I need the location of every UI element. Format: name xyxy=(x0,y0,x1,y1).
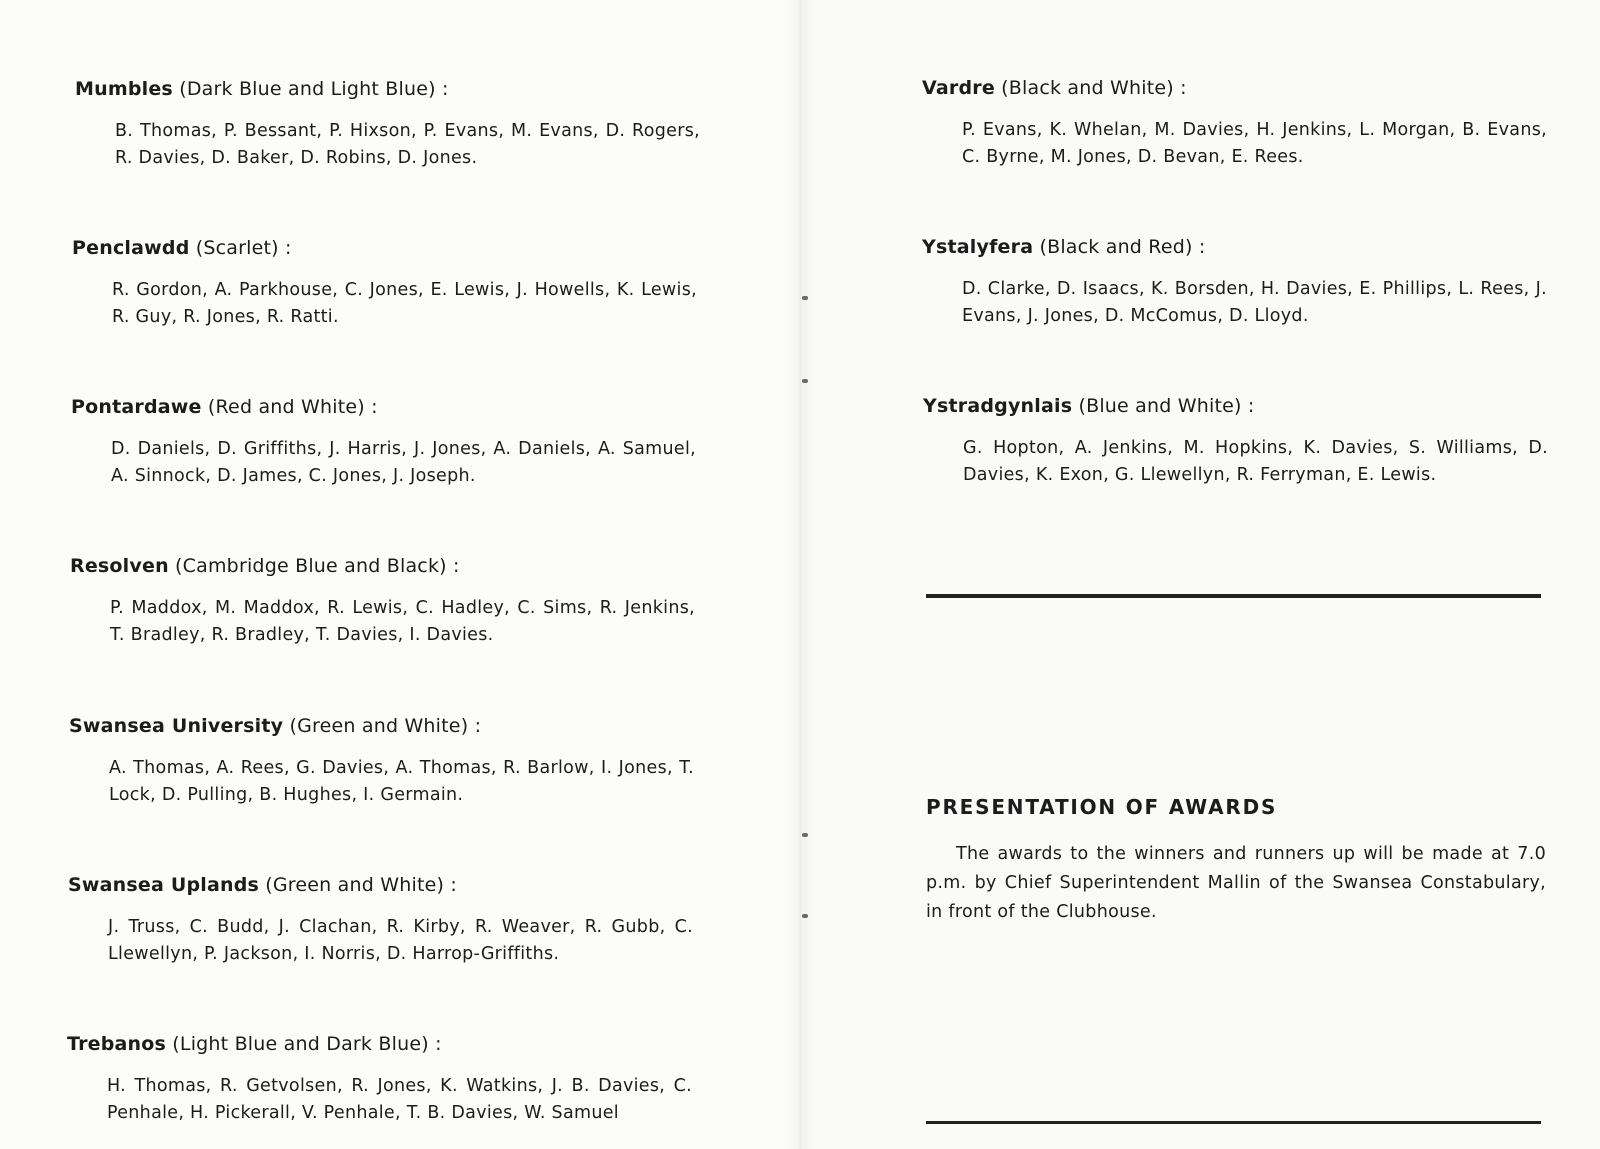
team-heading xyxy=(71,394,696,420)
team-colours: (Light Blue and Dark Blue) xyxy=(172,1033,429,1055)
right-page xyxy=(800,0,1600,1149)
page-fold xyxy=(786,0,814,1149)
team-entry-ystradgynlais xyxy=(923,393,1548,489)
team-heading xyxy=(69,713,694,739)
team-colours: (Cambridge Blue and Black) xyxy=(175,555,447,577)
team-colours: (Blue and White) xyxy=(1078,395,1242,417)
team-entry-swansea-university xyxy=(69,713,694,809)
team-heading xyxy=(72,235,697,261)
staple-hole xyxy=(802,914,808,918)
team-heading xyxy=(67,1031,692,1057)
team-separator: : xyxy=(435,1033,442,1055)
team-heading xyxy=(922,234,1547,260)
team-name: Trebanos xyxy=(67,1033,167,1055)
team-players: B. Thomas, P. Bessant, P. Hixson, P. Evans, M. Evans, D. Rogers, R. Davies, D. Baker, D. Robins, D. Jones. xyxy=(115,121,700,168)
team-heading xyxy=(923,393,1548,419)
team-separator: : xyxy=(1180,77,1187,99)
team-separator: : xyxy=(1247,395,1255,417)
team-players: D. Clarke, D. Isaacs, K. Borsden, H. Davies, E. Phillips, L. Rees, J. Evans, J. Jones, D. McComus, D. Lloyd. xyxy=(962,279,1547,326)
team-entry-mumbles xyxy=(75,76,700,172)
team-separator: : xyxy=(474,715,482,737)
team-players: D. Daniels, D. Griffiths, J. Harris, J. Jones, A. Daniels, A. Samuel, A. Sinnock, D. James, C. Jones, J. Joseph. xyxy=(111,439,696,486)
team-separator: : xyxy=(371,396,378,418)
team-colours: (Green and White) xyxy=(265,874,445,896)
section-divider xyxy=(926,594,1541,598)
team-separator: : xyxy=(285,237,292,259)
team-separator: : xyxy=(1198,236,1206,258)
team-name: Swansea Uplands xyxy=(68,874,260,896)
team-heading xyxy=(922,75,1547,101)
team-name: Pontardawe xyxy=(71,396,202,418)
staple-hole xyxy=(802,296,808,300)
team-heading xyxy=(70,553,695,579)
team-players: R. Gordon, A. Parkhouse, C. Jones, E. Lewis, J. Howells, K. Lewis, R. Guy, R. Jones, R. Ratti. xyxy=(112,280,697,327)
team-name: Ystradgynlais xyxy=(923,395,1073,417)
awards-title: PRESENTATION OF AWARDS xyxy=(926,795,1278,819)
team-name: Penclawdd xyxy=(72,237,190,259)
team-players: A. Thomas, A. Rees, G. Davies, A. Thomas, R. Barlow, I. Jones, T. Lock, D. Pulling, B. Hughes, I. Germain. xyxy=(109,758,694,805)
team-entry-pontardawe xyxy=(71,394,696,490)
awards-text: The awards to the winners and runners up will be made at 7.0 p.m. by Chief Superintendent Mallin of the Swansea Constabulary, in front of the Clubhouse. xyxy=(926,844,1546,922)
team-separator: : xyxy=(453,555,460,577)
team-colours: (Black and Red) xyxy=(1039,236,1193,258)
team-players: P. Evans, K. Whelan, M. Davies, H. Jenkins, L. Morgan, B. Evans, C. Byrne, M. Jones, D. Bevan, E. Rees. xyxy=(962,120,1547,167)
team-colours: (Green and White) xyxy=(289,715,469,737)
team-colours: (Red and White) xyxy=(207,396,365,418)
team-entry-trebanos xyxy=(67,1031,692,1127)
team-name: Ystalyfera xyxy=(922,236,1034,258)
team-entry-vardre xyxy=(922,75,1547,171)
team-separator: : xyxy=(450,874,457,896)
team-colours: (Black and White) xyxy=(1001,77,1174,99)
team-name: Mumbles xyxy=(75,78,173,100)
team-entry-ystalyfera xyxy=(922,234,1547,330)
team-colours: (Dark Blue and Light Blue) xyxy=(179,78,436,100)
team-players: P. Maddox, M. Maddox, R. Lewis, C. Hadley, C. Sims, R. Jenkins, T. Bradley, R. Bradley, T. Davies, I. Davies. xyxy=(110,598,695,645)
team-colours: (Scarlet) xyxy=(195,237,279,259)
team-heading xyxy=(75,76,700,102)
team-players: H. Thomas, R. Getvolsen, R. Jones, K. Watkins, J. B. Davies, C. Penhale, H. Pickerall, V. Penhale, T. B. Davies, W. Samuel xyxy=(107,1076,692,1123)
team-entry-swansea-uplands xyxy=(68,872,693,968)
team-heading xyxy=(68,872,693,898)
bottom-divider xyxy=(926,1121,1541,1124)
team-players: G. Hopton, A. Jenkins, M. Hopkins, K. Davies, S. Williams, D. Davies, K. Exon, G. Llewellyn, R. Ferryman, E. Lewis. xyxy=(963,438,1548,485)
team-entry-penclawdd xyxy=(72,235,697,331)
team-entry-resolven xyxy=(70,553,695,649)
team-name: Vardre xyxy=(922,77,995,99)
team-name: Swansea University xyxy=(69,715,284,737)
staple-hole xyxy=(802,379,808,383)
team-players: J. Truss, C. Budd, J. Clachan, R. Kirby, R. Weaver, R. Gubb, C. Llewellyn, P. Jackson, I. Norris, D. Harrop-Griffiths. xyxy=(108,917,693,964)
staple-hole xyxy=(802,833,808,837)
team-separator: : xyxy=(441,78,449,100)
team-name: Resolven xyxy=(70,555,169,577)
